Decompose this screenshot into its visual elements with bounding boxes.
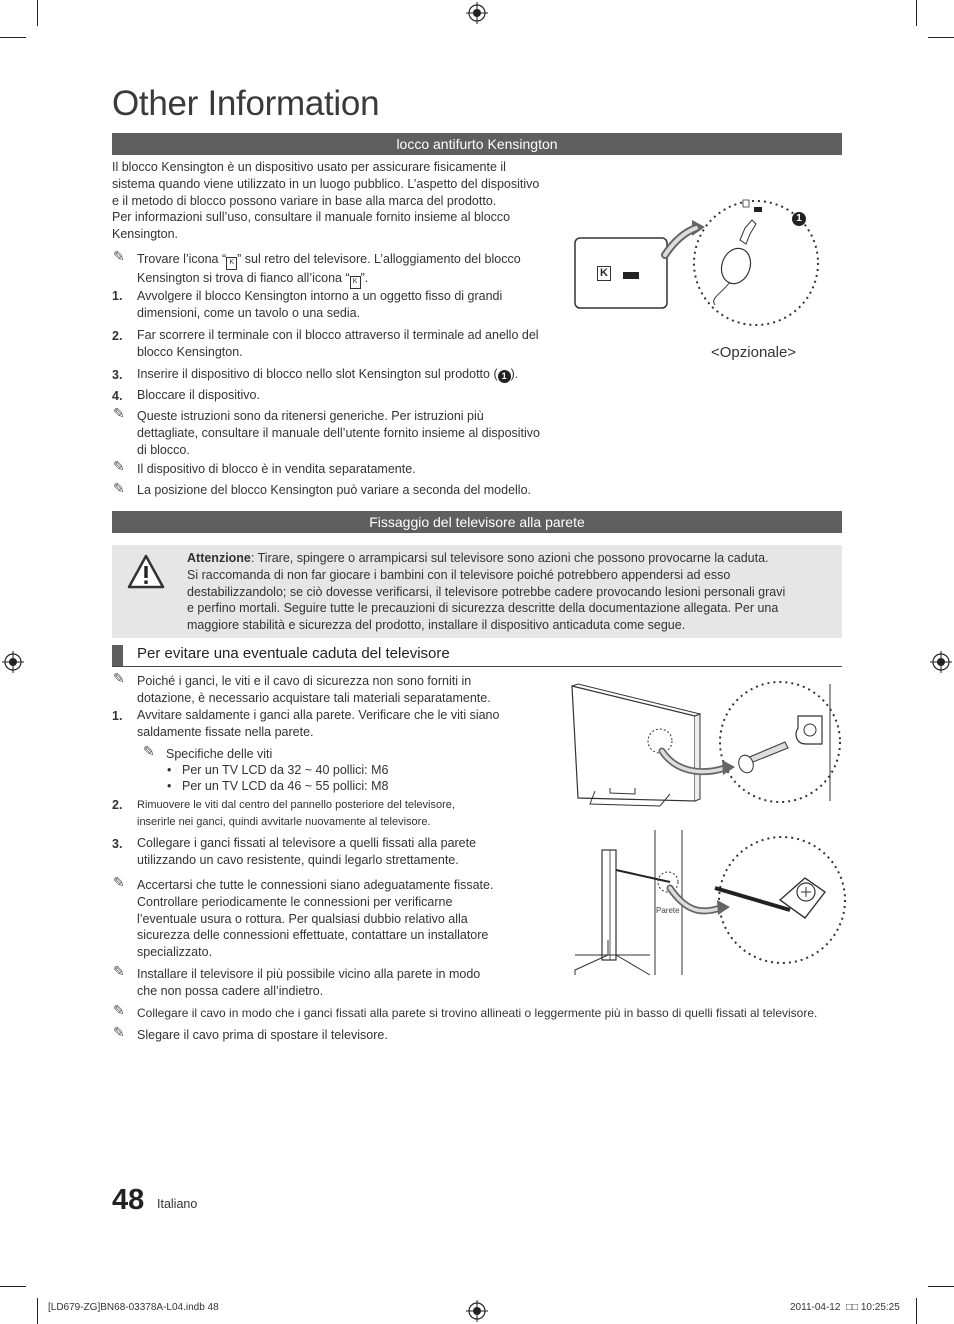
tv-side-cable-illustration [570, 830, 850, 980]
step-text [137, 387, 567, 404]
warning-triangle-icon [126, 553, 166, 591]
step-text [137, 797, 527, 831]
text-line: Kensington. [112, 227, 179, 242]
footer-date: 2011-04-12 [790, 1302, 841, 1313]
text-line: Collegare i ganci fissati al televisore a quelli fissati alla parete [137, 836, 477, 850]
subheading-text: Per evitare una eventuale caduta del televisore [137, 645, 450, 662]
note-cable-alignment: Collegare il cavo in modo che i ganci fissati alla parete si trovino allineati o leggermente più in basso di quelli fissati al televisore. [137, 1006, 818, 1020]
list-item: • Per un TV LCD da 32 ~ 40 pollici: M6 [167, 763, 389, 777]
memo-pencil-icon: ✎ [113, 874, 125, 890]
crop-mark [928, 37, 954, 38]
note-sold-separately: Il dispositivo di blocco è in vendita separatamente. [137, 462, 416, 476]
step-number: 4. [112, 389, 123, 403]
text-fragment: : Tirare, spingere o arrampicarsi sul televisore sono azioni che possono provocarne la caduta. [250, 551, 769, 565]
text-fragment: ” sul retro del televisore. L’alloggiamento del blocco [237, 252, 521, 266]
step-number: 2. [112, 798, 123, 812]
memo-pencil-icon: ✎ [113, 480, 125, 496]
footer-time: 10:25:25 [860, 1302, 900, 1313]
crop-mark [916, 1298, 917, 1324]
text-line: che non possa cadere all’indietro. [137, 983, 324, 998]
text-line: dotazione, è necessario acquistare tali materiali separatamente. [137, 690, 491, 705]
memo-pencil-icon: ✎ [113, 670, 125, 686]
crop-mark [916, 0, 917, 26]
text-line: inserirle nei ganci, quindi avvitarle nuovamente al televisore. [137, 816, 431, 828]
optional-label: <Opzionale> [711, 344, 797, 361]
tv-back-hook-illustration [560, 676, 850, 821]
text-line: Controllare periodicamente le connessioni per verificarne [137, 894, 453, 909]
subheading-bar [112, 645, 123, 666]
note-close-to-wall [137, 966, 527, 1000]
text-fragment: ”. [360, 271, 369, 285]
text-line: Si raccomanda di non far giocare i bambini con il televisore poiché potrebbero appendersi ad esso [187, 567, 731, 582]
text-line: e perfino mortali. Seguire tutte le precauzioni di sicurezza descritte della documentazione allegata. Per una [187, 601, 779, 616]
step-number: 3. [112, 837, 123, 851]
k-label: K [597, 266, 611, 281]
crop-mark [37, 0, 38, 26]
step-text [137, 366, 567, 383]
memo-pencil-icon: ✎ [113, 1002, 125, 1018]
note-connections [137, 877, 527, 961]
text-fragment: Trovare l’icona “ [137, 252, 227, 266]
memo-pencil-icon: ✎ [113, 963, 125, 979]
memo-pencil-icon: ✎ [113, 248, 125, 264]
text-line: sistema quando viene utilizzato in un luogo pubblico. L’aspetto del dispositivo [112, 176, 540, 191]
text-line: blocco Kensington. [137, 344, 243, 359]
text-line [137, 270, 567, 289]
text-fragment: Inserire il dispositivo di blocco nello slot Kensington sul prodotto ( [137, 367, 498, 381]
memo-pencil-icon: ✎ [113, 405, 125, 421]
page-language: Italiano [157, 1197, 198, 1211]
subheading [112, 644, 842, 667]
crop-mark [0, 1286, 26, 1287]
text-line: Queste istruzioni sono da ritenersi generiche. Per istruzioni più [137, 409, 484, 423]
registration-mark-icon [466, 1300, 488, 1322]
step-number: 3. [112, 368, 123, 382]
step-number: 2. [112, 329, 123, 343]
kensington-lock-icon: K [350, 276, 361, 289]
registration-mark-icon [930, 651, 952, 673]
text-line: maggiore stabilità e sicurezza del prodotto, installare il dispositivo anticaduta come segue. [187, 618, 686, 633]
text-line: Il blocco Kensington è un dispositivo usato per assicurare fisicamente il [112, 160, 506, 174]
screw-spec-title: Specifiche delle viti [166, 747, 273, 761]
warning-box [112, 545, 842, 638]
registration-mark-icon [466, 2, 488, 24]
note-kensington-icon [137, 251, 567, 289]
text-fragment: ). [510, 367, 519, 381]
crop-mark [928, 1286, 954, 1287]
text-line: Installare il televisore il più possibile vicino alla parete in modo [137, 967, 481, 981]
memo-pencil-icon: ✎ [113, 458, 125, 474]
note-position: La posizione del blocco Kensington può variare a seconda del modello. [137, 483, 532, 497]
step-text [137, 288, 567, 322]
section-band-kensington: locco antifurto Kensington [112, 133, 842, 155]
text-line: Rimuovere le viti dal centro del pannello posteriore del televisore, [137, 799, 455, 811]
text-line: Poiché i ganci, le viti e il cavo di sicurezza non sono forniti in [137, 674, 472, 688]
page-title: Other Information [112, 84, 380, 123]
memo-pencil-icon: ✎ [143, 743, 155, 759]
text-line [187, 550, 837, 567]
warning-label: Attenzione [187, 551, 251, 565]
step-number: 1. [112, 289, 123, 303]
text-line: Avvolgere il blocco Kensington intorno a un oggetto fisso di grandi [137, 289, 503, 303]
step-number: 1. [112, 709, 123, 723]
kensington-lock-icon: K [226, 257, 237, 270]
text-line: dettagliate, consultare il manuale dell’utente fornito insieme al dispositivo [137, 425, 541, 440]
note-untie-cable: Slegare il cavo prima di spostare il televisore. [137, 1028, 388, 1042]
text-line: utilizzando un cavo resistente, quindi legarlo strettamente. [137, 852, 459, 867]
text-line [137, 251, 567, 270]
section-band-wall: Fissaggio del televisore alla parete [112, 511, 842, 533]
callout-number-icon: 1 [498, 370, 511, 383]
callout-number-icon: 1 [792, 212, 806, 226]
text-line: l’eventuale usura o rottura. Per qualsiasi dubbio relativo alla [137, 911, 468, 926]
footer-timestamp [790, 1302, 900, 1313]
warning-text [187, 550, 837, 634]
text-line: e il metodo di blocco possono variare in base alla marca del prodotto. [112, 193, 497, 208]
step-text [137, 835, 527, 869]
footer-time-glyph: □□ [845, 1302, 859, 1313]
text-line: Per informazioni sull’uso, consultare il manuale fornito insieme al blocco [112, 210, 511, 225]
crop-mark [0, 37, 26, 38]
step-text [137, 327, 567, 361]
page-number: 48 [112, 1184, 145, 1216]
text-fragment: Per un TV LCD da 46 ~ 55 pollici: M8 [182, 778, 389, 793]
text-line: Avvitare saldamente i ganci alla parete. Verificare che le viti siano [137, 708, 500, 722]
screw-spec-list [167, 762, 527, 795]
text-line: saldamente fissate nella parete. [137, 724, 314, 739]
text-line: di blocco. [137, 442, 190, 457]
registration-mark-icon [2, 651, 24, 673]
crop-mark [37, 1298, 38, 1324]
text-line: Accertarsi che tutte le connessioni siano adeguatamente fissate. [137, 878, 494, 892]
text-line: sicurezza delle connessioni effettuate, contattare un installatore [137, 928, 489, 943]
kensington-illustration [570, 180, 830, 340]
lock-slot [623, 272, 639, 279]
text-line [137, 366, 567, 383]
text-line: destabilizzandolo; se ciò dovesse verificarsi, il televisore potrebbe cadere provocando lesioni personali gravi [187, 584, 786, 599]
step-text [137, 707, 527, 741]
note-generic [137, 408, 577, 458]
text-fragment: Kensington si trova di fianco all’icona “ [137, 271, 350, 285]
note-not-supplied [137, 673, 527, 707]
text-line: dimensioni, come un tavolo o una sedia. [137, 305, 361, 320]
text-line: Bloccare il dispositivo. [137, 388, 260, 402]
list-item: • Per un TV LCD da 46 ~ 55 pollici: M8 [167, 778, 389, 793]
wall-label: Parete [656, 906, 680, 915]
text-line: specializzato. [137, 945, 213, 960]
text-fragment: Per un TV LCD da 32 ~ 40 pollici: M6 [182, 763, 389, 777]
kensington-intro [112, 159, 567, 243]
text-line: Far scorrere il terminale con il blocco attraverso il terminale ad anello del [137, 328, 539, 342]
memo-pencil-icon: ✎ [113, 1024, 125, 1040]
footer-file: [LD679-ZG]BN68-03378A-L04.indb 48 [48, 1302, 219, 1313]
